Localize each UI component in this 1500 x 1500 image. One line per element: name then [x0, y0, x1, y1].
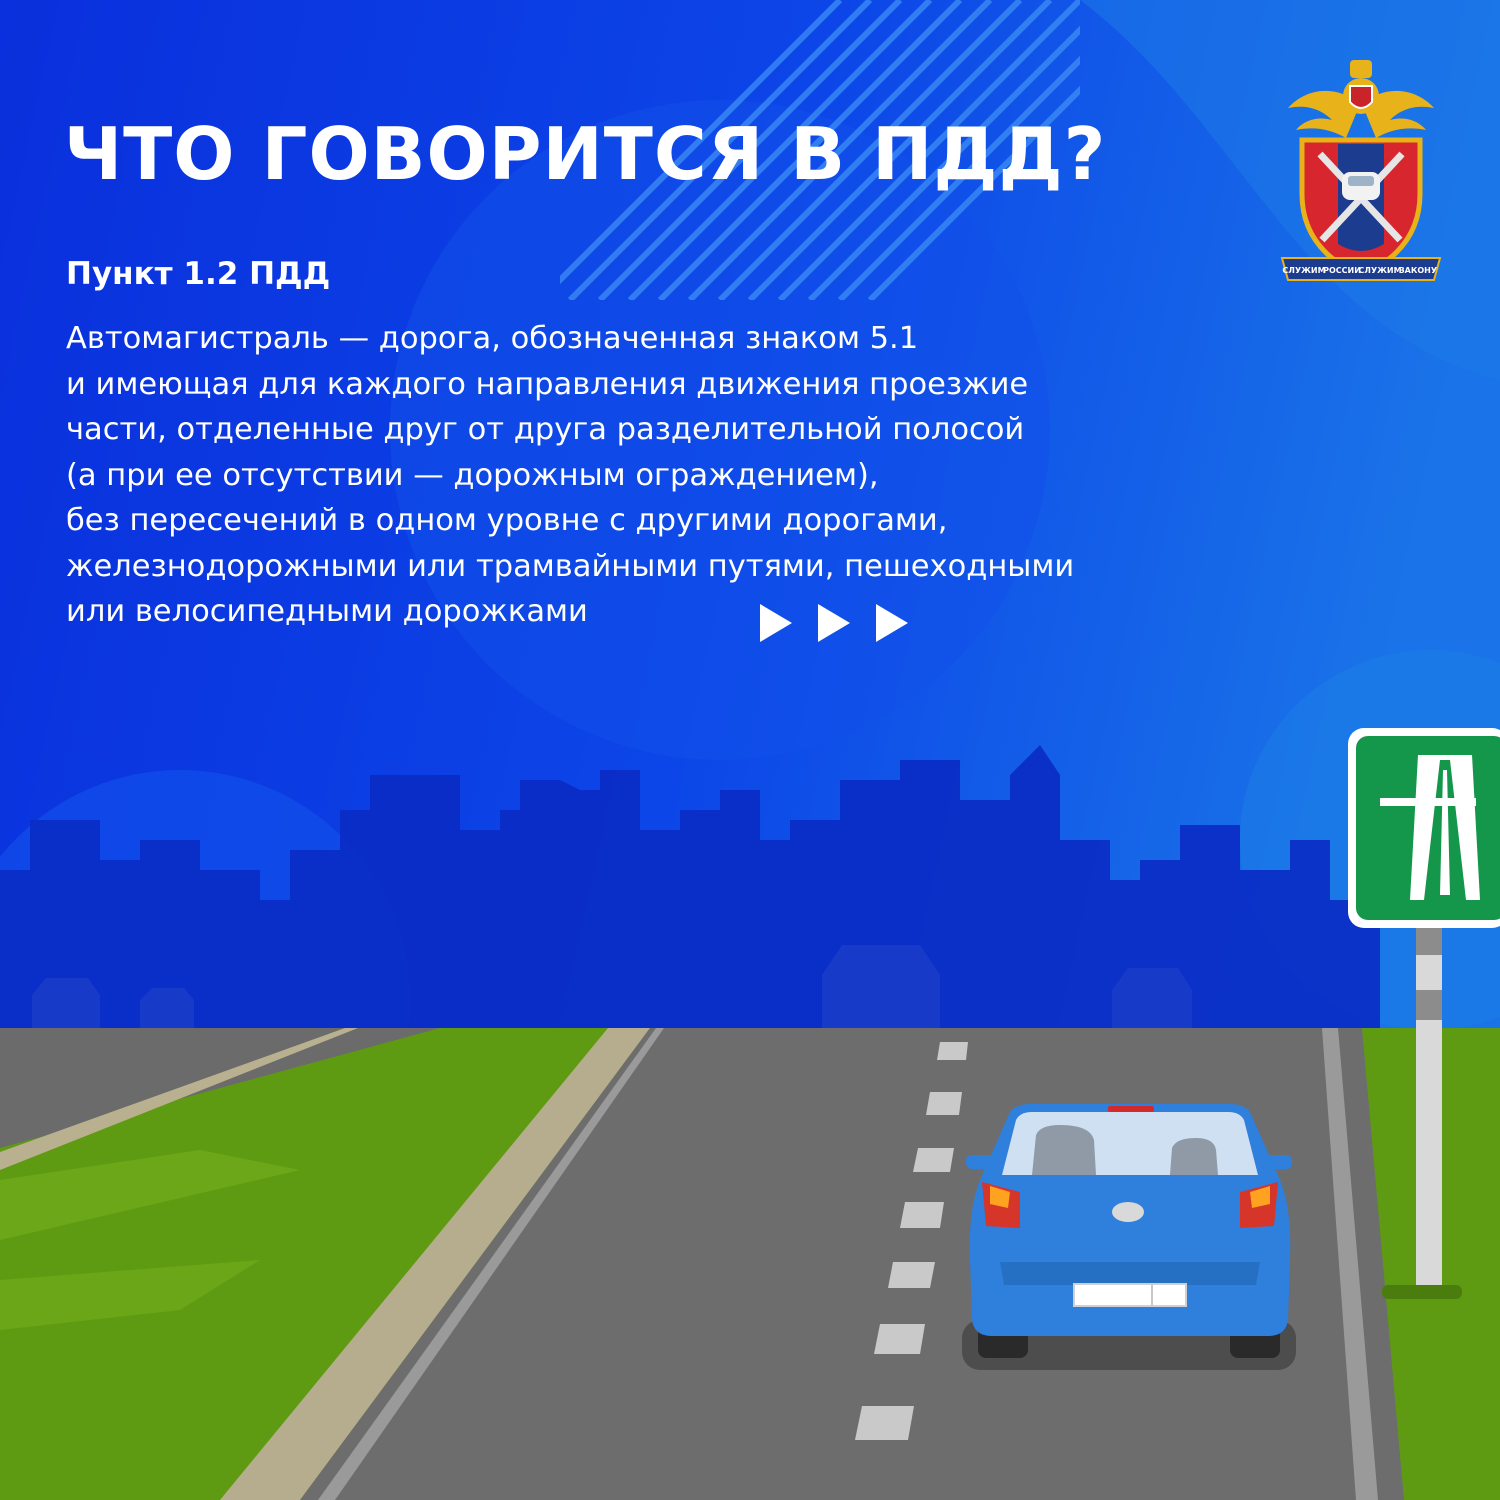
emblem-ribbon-word: ЗАКОНУ — [1398, 266, 1438, 275]
distant-car — [822, 945, 940, 1028]
definition-text — [66, 316, 1074, 635]
definition-line: Автомагистраль — дорога, обозначенная знаком 5.1 — [66, 321, 919, 356]
emblem-ribbon-word: СЛУЖИМ — [1358, 266, 1402, 275]
blue-car-illustration — [962, 1104, 1296, 1370]
definition-line: или велосипедными дорожками — [66, 594, 588, 629]
emblem-car-window — [1348, 176, 1374, 186]
page-title: ЧТО ГОВОРИТСЯ В ПДД? — [64, 112, 1107, 196]
traffic-police-emblem-icon — [1276, 44, 1446, 294]
distant-car — [1112, 968, 1192, 1028]
play-arrow-icon — [818, 604, 850, 642]
definition-line: (а при ее отсутствии — дорожным ограждением), — [66, 457, 879, 493]
definition-line: без пересечений в одном уровне с другими дорогами, — [66, 503, 948, 538]
definition-line: и имеющая для каждого направления движения проезжие — [66, 366, 1029, 402]
play-arrow-icon — [760, 604, 792, 642]
emblem-crown — [1350, 60, 1372, 78]
rule-reference: Пункт 1.2 ПДД — [66, 256, 331, 292]
play-arrow-icon — [876, 604, 908, 642]
distant-car — [32, 978, 100, 1028]
emblem-small-shield — [1350, 86, 1372, 108]
triple-play-arrows-icon — [760, 604, 908, 642]
definition-line: части, отделенные друг от друга разделительной полосой — [66, 412, 1025, 447]
emblem-ribbon-word: СЛУЖИМ — [1282, 266, 1326, 275]
definition-line: железнодорожными или трамвайными путями, пешеходными — [66, 548, 1075, 584]
distant-car — [140, 988, 194, 1028]
emblem-ribbon-word: РОССИИ — [1323, 266, 1361, 275]
